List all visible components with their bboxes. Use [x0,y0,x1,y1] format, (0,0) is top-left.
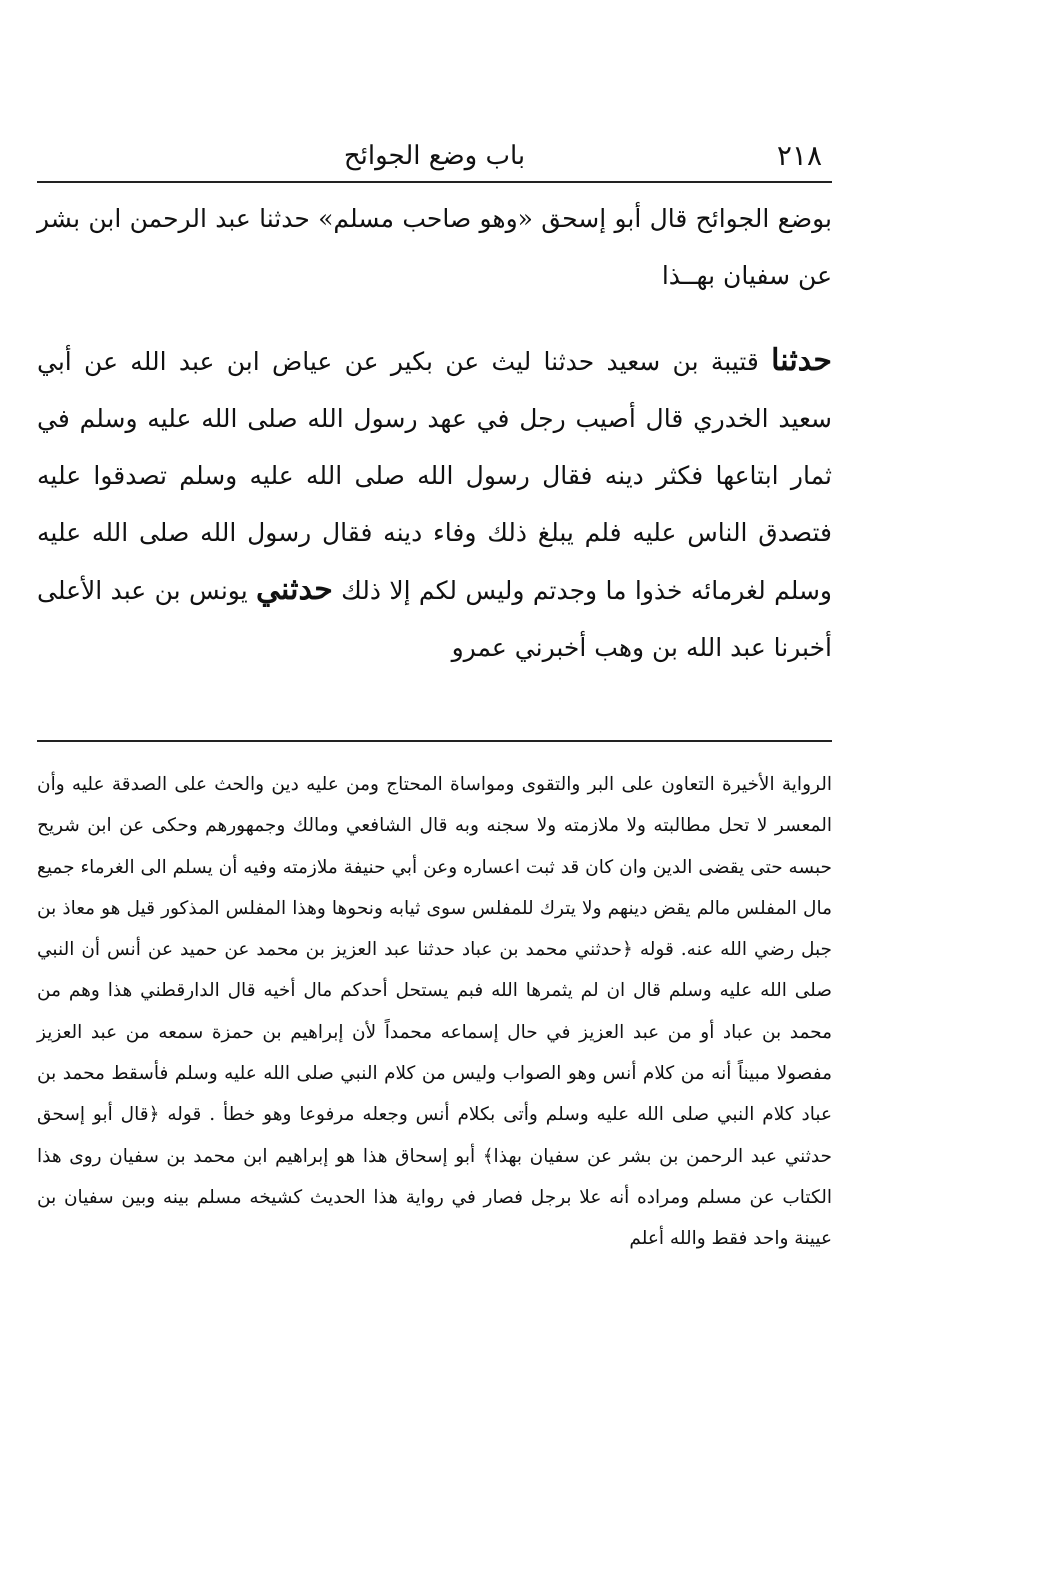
main-text [37,190,832,692]
main-paragraph-hadith [37,332,832,676]
second-lead-word: حدثني [256,572,333,607]
header-rule [37,181,832,183]
commentary-text: الرواية الأخيرة التعاون على البر والتقوى ومواساة المحتاج ومن عليه دين والحث على الصدقة عليه وأن المعسر لا تحل مطالبته ولا ملازمته ولا سجنه وبه قال الشافعي ومالك وجمهورهم وحكى عن ابن شريح حبسه حتى يقضى الدين وان كان قد ثبت اعساره وعن أبي حنيفة ملازمته وفيه أن يسلم الى الغرماء جميع مال المفلس مالم يقض دينهم ولا يترك للمفلس سوى ثيابه ونحوها وهذا المفلس المذكور قيل هو معاذ بن جبل رضي الله عنه. قوله ﴿حدثني محمد بن عباد حدثنا عبد العزيز بن محمد عن حميد عن أنس أن النبي صلى الله عليه وسلم قال ان لم يثمرها الله فبم يستحل أحدكم مال أخيه قال الدارقطني هذا وهم من محمد بن عباد أو من عبد العزيز في حال إسماعه محمداً لأن إبراهيم بن حمزة سمعه من عبد العزيز مفصولا مبيناً أنه من كلام أنس وهو الصواب وليس من كلام النبي صلى الله عليه وسلم فأسقط محمد بن عباد كلام النبي صلى الله عليه وسلم وأتى بكلام أنس وجعله مرفوعا وهو خطأ . قوله ﴿قال أبو إسحق حدثني عبد الرحمن بن بشر عن سفيان بهذا﴾ أبو إسحاق هذا هو إبراهيم ابن محمد بن سفيان روى هذا الكتاب عن مسلم ومراده أنه علا برجل فصار في رواية هذا الحديث كشيخه مسلم بينه وبين سفيان بن عيينة واحد فقط والله أعلم [37,774,832,1250]
second-hadith-body: يونس بن عبد الأعلى أخبرنا عبد الله بن وهب أخبرني عمرو [37,576,832,662]
main-paragraph-continuation: بوضع الجوائح قال أبو إسحق «وهو صاحب مسلم» حدثنا عبد الرحمن ابن بشر عن سفيان بهــذا [37,204,832,290]
commentary [37,764,832,1260]
page-number: ٢١٨ [776,139,822,172]
commentary-rule [37,740,832,742]
running-title: باب وضع الجوائح [343,141,526,171]
page-header [37,128,832,178]
hadith-lead-word: حدثنا [771,343,832,378]
hadith-body: قتيبة بن سعيد حدثنا ليث عن بكير عن عياض ابن عبد الله عن أبي سعيد الخدري قال أصيب رجل في عهد رسول الله صلى الله عليه وسلم في ثمار ابتاعها فكثر دينه فقال رسول الله صلى الله عليه وسلم تصدقوا عليه فتصدق الناس عليه فلم يبلغ ذلك وفاء دينه فقال رسول الله صلى الله عليه وسلم لغرمائه خذوا ما وجدتم وليس لكم إلا ذلك [37,347,833,605]
